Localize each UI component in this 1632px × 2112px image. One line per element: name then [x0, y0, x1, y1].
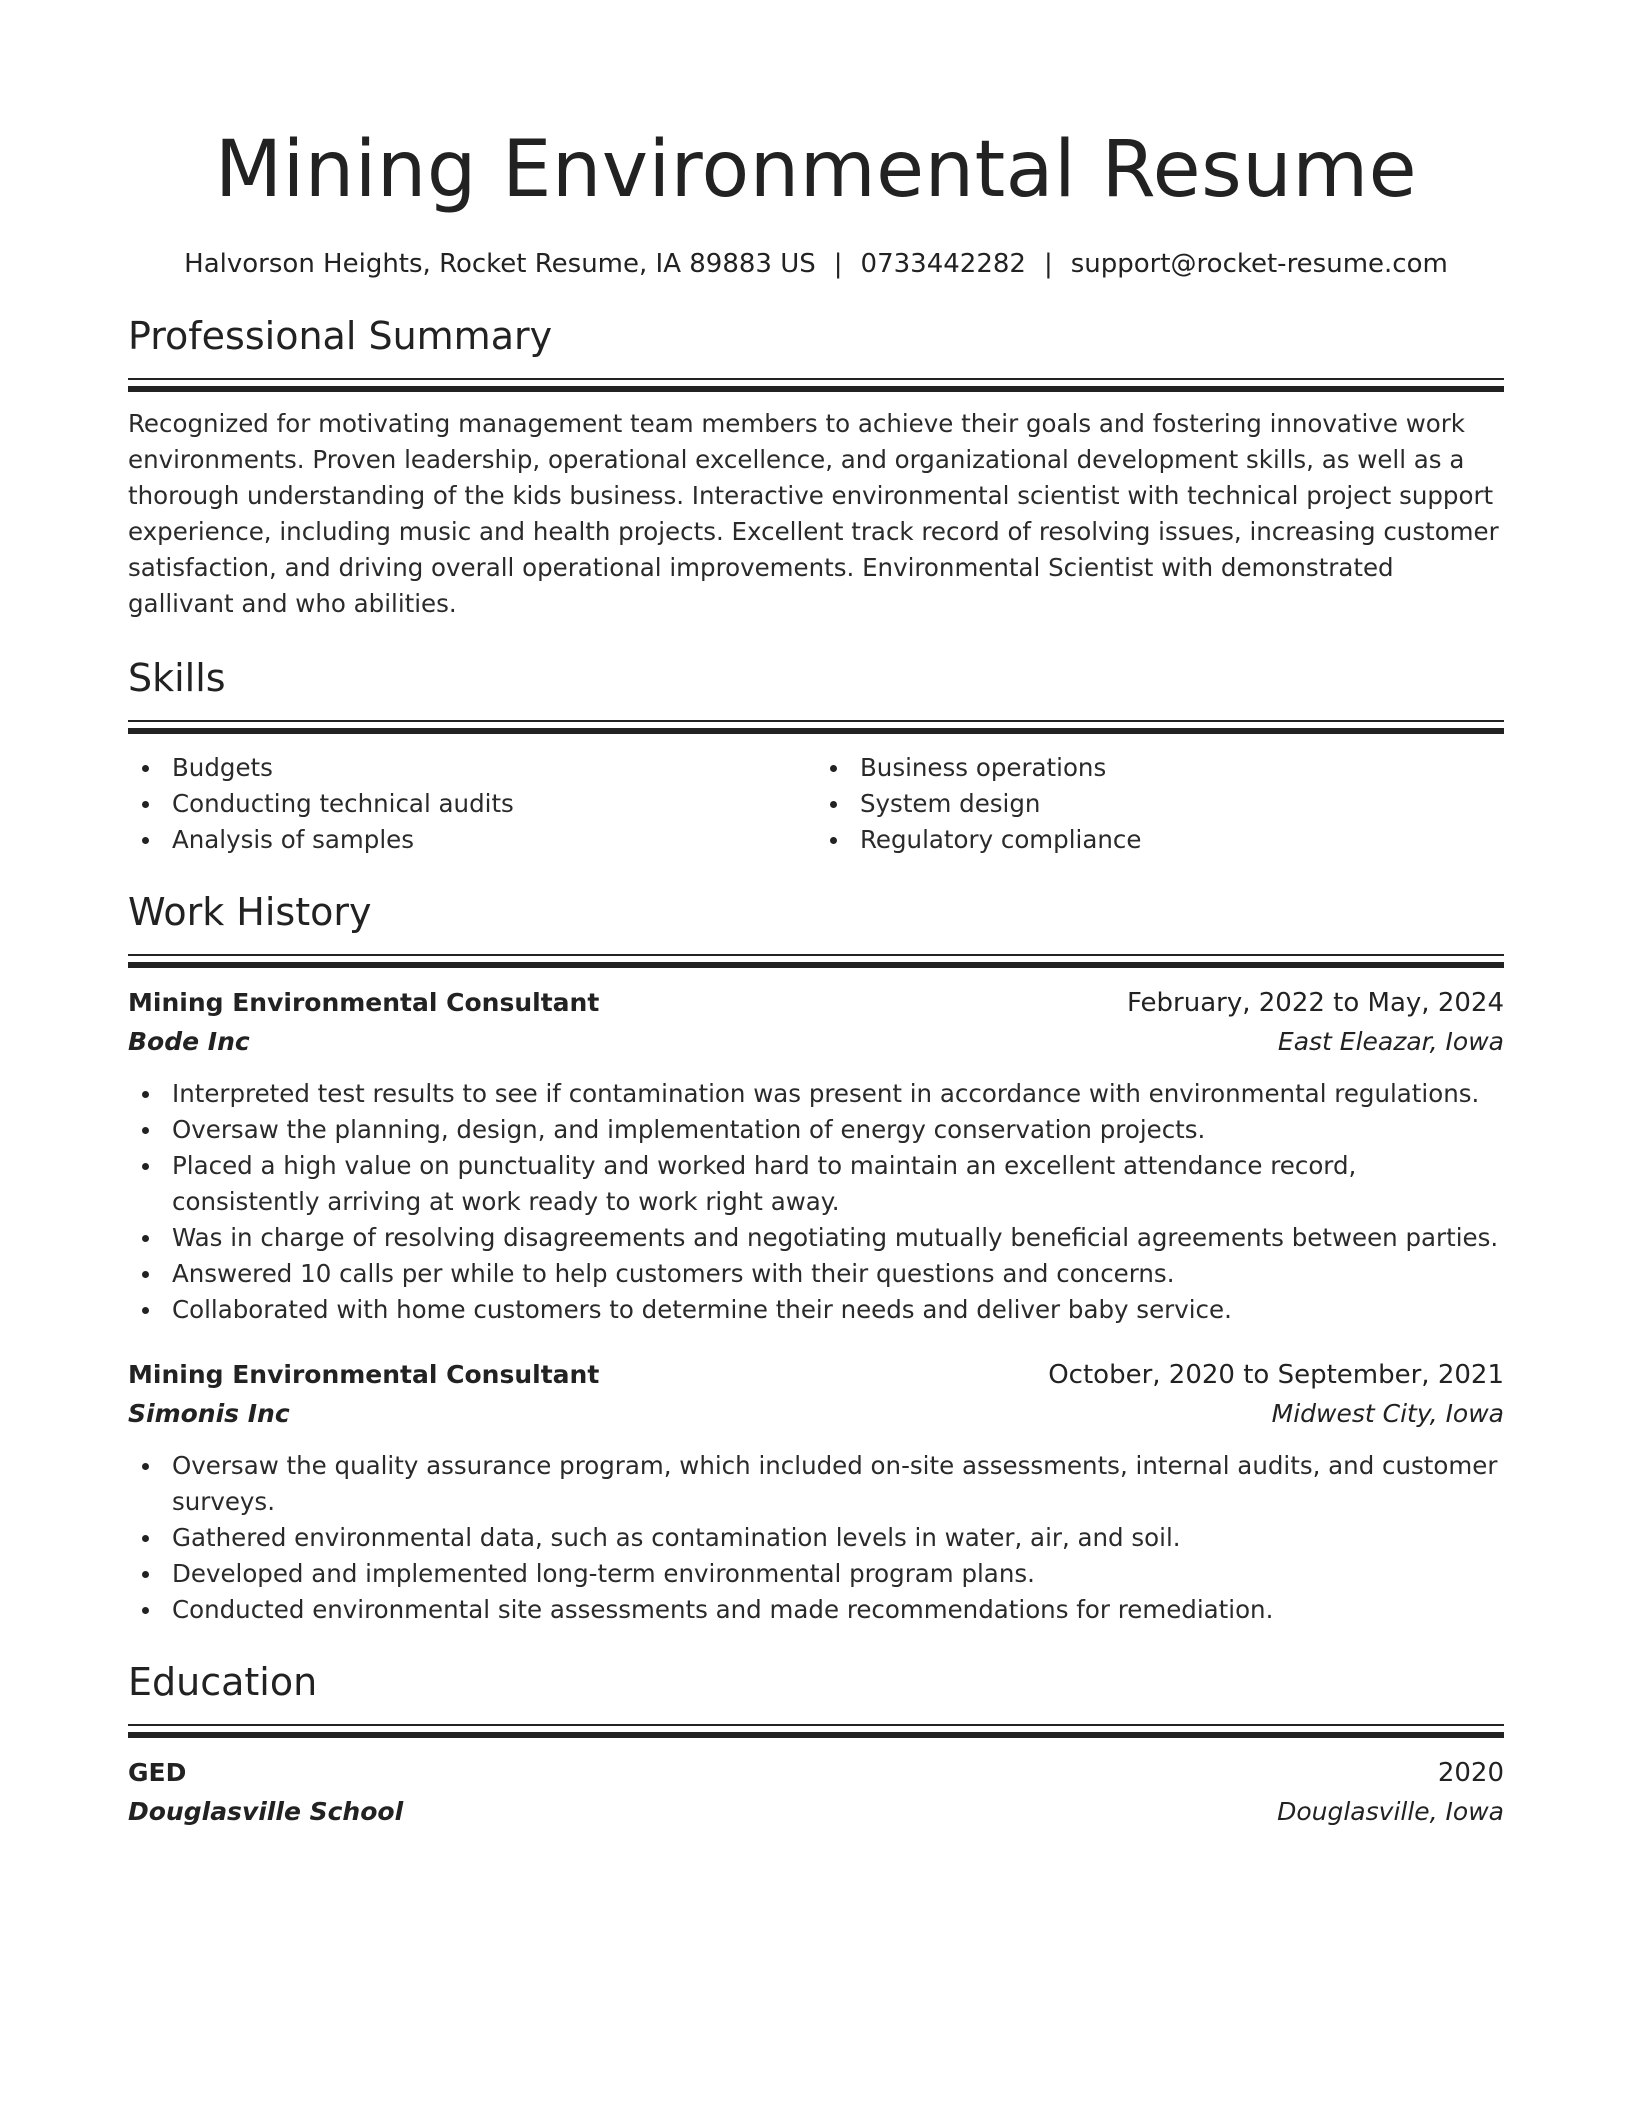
skill-item: Business operations	[816, 750, 1504, 786]
section-heading-summary: Professional Summary	[128, 314, 553, 358]
job-bullet: Placed a high value on punctuality and worked hard to maintain an excellent attendance record, consistently arriving at work ready to work right away.	[128, 1148, 1504, 1220]
section-divider	[128, 1724, 1504, 1738]
section-heading-education: Education	[128, 1660, 318, 1704]
job-header-row	[128, 984, 1504, 1022]
summary-text: Recognized for motivating management team members to achieve their goals and fostering innovative work environments. Proven leadership, operational excellence, and organizational development skills, as well as a thorough understanding of the kids business. Interactive environmental scientist with technical project support experience, including music and health projects. Excellent track record of resolving issues, increasing customer satisfaction, and driving overall operational improvements. Environmental Scientist with demonstrated gallivant and who abilities.	[128, 409, 1499, 618]
job-company: Simonis Inc	[128, 1399, 290, 1428]
education-header-row	[128, 1754, 1504, 1792]
skills-list-left	[128, 750, 816, 858]
job-bullet: Gathered environmental data, such as contamination levels in water, air, and soil.	[128, 1520, 1504, 1556]
job-bullet: Was in charge of resolving disagreements and negotiating mutually beneficial agreements between parties.	[128, 1220, 1504, 1256]
job-title: Mining Environmental Consultant	[128, 1360, 600, 1389]
section-heading-work: Work History	[128, 890, 372, 934]
section-divider	[128, 954, 1504, 968]
skill-item: System design	[816, 786, 1504, 822]
education-location: Douglasville, Iowa	[1277, 1797, 1504, 1826]
skill-item: Conducting technical audits	[128, 786, 816, 822]
resume-title: Mining Environmental Resume	[214, 125, 1418, 215]
job-bullet: Answered 10 calls per while to help customers with their questions and concerns.	[128, 1256, 1504, 1292]
section-heading-skills: Skills	[128, 656, 226, 700]
education-school: Douglasville School	[128, 1797, 404, 1826]
job-entry	[128, 1356, 1504, 1628]
education-degree: GED	[128, 1758, 187, 1787]
education-entry	[128, 1754, 1504, 1832]
job-location: Midwest City, Iowa	[1271, 1399, 1504, 1428]
job-header-row	[128, 1356, 1504, 1394]
section-divider	[128, 720, 1504, 734]
skills-columns	[128, 750, 1504, 858]
job-bullet: Conducted environmental site assessments and made recommendations for remediation.	[128, 1592, 1504, 1628]
job-entry	[128, 984, 1504, 1328]
summary-section	[128, 312, 1504, 622]
job-bullet: Collaborated with home customers to determine their needs and deliver baby service.	[128, 1292, 1504, 1328]
education-school-row	[128, 1792, 1504, 1832]
contact-separator: |	[1043, 249, 1053, 279]
job-title: Mining Environmental Consultant	[128, 988, 600, 1017]
contact-phone: 0733442282	[860, 249, 1026, 279]
job-company: Bode Inc	[128, 1027, 250, 1056]
skill-item: Analysis of samples	[128, 822, 816, 858]
job-company-row	[128, 1394, 1504, 1434]
job-dates: October, 2020 to September, 2021	[1048, 1360, 1504, 1390]
contact-email: support@rocket-resume.com	[1070, 249, 1448, 279]
skill-item: Budgets	[128, 750, 816, 786]
section-divider	[128, 378, 1504, 392]
job-bullet: Oversaw the planning, design, and implementation of energy conservation projects.	[128, 1112, 1504, 1148]
job-bullet: Developed and implemented long-term environmental program plans.	[128, 1556, 1504, 1592]
skill-item: Regulatory compliance	[816, 822, 1504, 858]
job-bullet-list	[128, 1448, 1504, 1628]
education-section	[128, 1658, 1504, 1832]
job-dates: February, 2022 to May, 2024	[1127, 988, 1504, 1018]
job-bullet: Interpreted test results to see if contamination was present in accordance with environmental regulations.	[128, 1076, 1504, 1112]
contact-separator: |	[833, 249, 843, 279]
job-location: East Eleazar, Iowa	[1277, 1027, 1504, 1056]
job-bullet-list	[128, 1076, 1504, 1328]
education-year: 2020	[1437, 1758, 1504, 1788]
skills-section	[128, 654, 1504, 858]
work-section	[128, 888, 1504, 1628]
job-bullet: Oversaw the quality assurance program, which included on-site assessments, internal audits, and customer surveys.	[128, 1448, 1504, 1520]
job-company-row	[128, 1022, 1504, 1062]
contact-line	[128, 246, 1504, 282]
contact-address: Halvorson Heights, Rocket Resume, IA 89883 US	[184, 249, 816, 279]
skills-list-right	[816, 750, 1504, 858]
